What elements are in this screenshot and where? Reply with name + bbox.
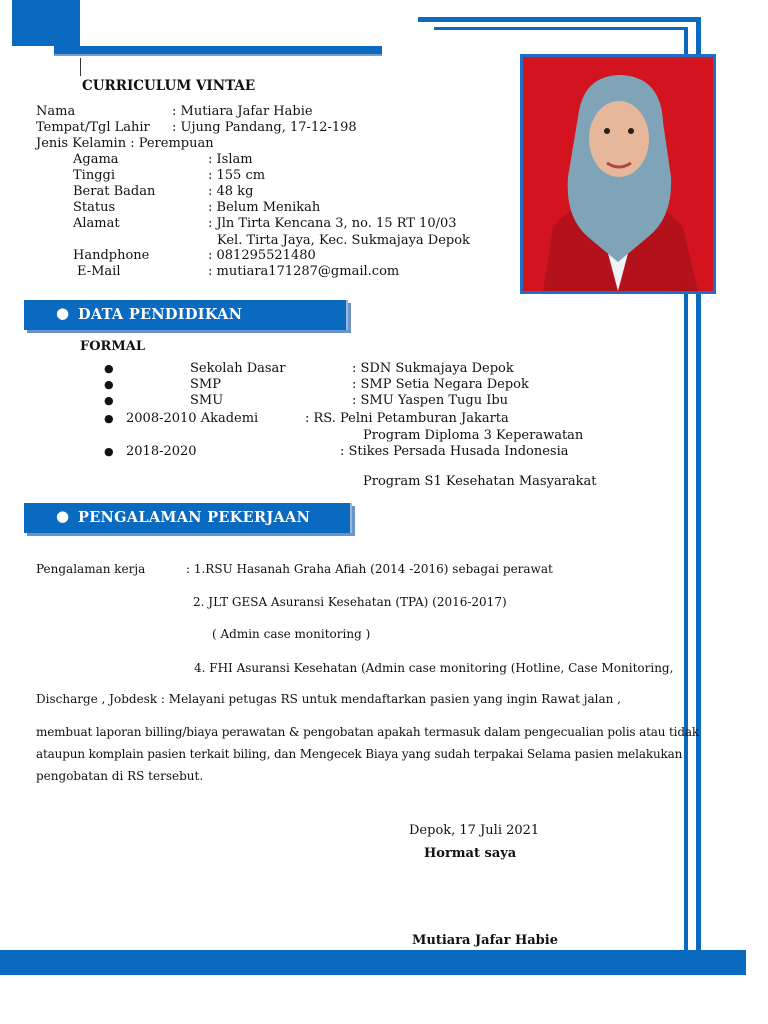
- field-label-nama: Nama: [36, 104, 76, 119]
- closing-text: Hormat saya: [424, 846, 517, 861]
- work-item-1: : 1.RSU Hasanah Graha Afiah (2014 -2016) sebagai perawat: [186, 562, 553, 576]
- formal-label: FORMAL: [80, 339, 145, 354]
- place-date: Depok, 17 Juli 2021: [409, 823, 540, 838]
- field-value-alamat: : Jln Tirta Kencana 3, no. 15 RT 10/03: [208, 216, 457, 231]
- work-label: Pengalaman kerja: [36, 562, 146, 576]
- edu-program: Program Diploma 3 Keperawatan: [363, 428, 584, 443]
- work-item-2: 2. JLT GESA Asuransi Kesehatan (TPA) (2016-2017): [193, 595, 507, 609]
- edu-program: Program S1 Kesehatan Masyarakat: [363, 474, 597, 489]
- page-title: CURRICULUM VINTAE: [82, 78, 256, 94]
- profile-photo: [520, 54, 716, 294]
- field-label-handphone: Handphone: [73, 248, 150, 263]
- field-label-berat: Berat Badan: [73, 184, 156, 199]
- edu-level: 2018-2020: [126, 444, 197, 459]
- edu-level: SMU: [190, 393, 224, 408]
- profile-photo-image: [523, 57, 713, 291]
- field-value-alamat-line2: Kel. Tirta Jaya, Kec. Sukmajaya Depok: [217, 233, 470, 248]
- edu-school: : SMP Setia Negara Depok: [352, 377, 529, 392]
- field-value-agama: : Islam: [208, 152, 253, 167]
- work-section-banner: [24, 503, 352, 533]
- bullet-icon: ●: [104, 412, 114, 425]
- education-heading: DATA PENDIDIKAN: [78, 306, 243, 323]
- bullet-icon: ●: [104, 445, 114, 458]
- banner-bullet-icon: ●: [56, 304, 70, 322]
- edu-school: : SDN Sukmajaya Depok: [352, 361, 514, 376]
- field-label-agama: Agama: [73, 152, 119, 167]
- edu-school: : Stikes Persada Husada Indonesia: [340, 444, 569, 459]
- banner-bullet-icon: ●: [56, 507, 70, 525]
- jobdesk-line-1: Discharge , Jobdesk : Melayani petugas RS untuk mendaftarkan pasien yang ingin Rawat jalan ,: [36, 692, 621, 706]
- field-value-handphone: : 081295521480: [208, 248, 316, 263]
- work-item-4: 4. FHI Asuransi Kesehatan (Admin case monitoring (Hotline, Case Monitoring,: [194, 661, 674, 675]
- edu-school: : SMU Yaspen Tugu Ibu: [352, 393, 509, 408]
- signature-name: Mutiara Jafar Habie: [412, 933, 558, 948]
- field-value-status: : Belum Menikah: [208, 200, 321, 215]
- field-label-alamat: Alamat: [73, 216, 120, 231]
- bullet-icon: ●: [104, 362, 114, 375]
- top-left-corner-block: [12, 0, 80, 46]
- field-value-nama: : Mutiara Jafar Habie: [172, 104, 313, 119]
- jobdesk-line-2: membuat laporan billing/biaya perawatan & pengobatan apakah termasuk dalam pengecualian polis atau tidak: [36, 725, 700, 739]
- top-right-line: [418, 17, 698, 22]
- jobdesk-line-3: ataupun komplain pasien terkait biling, dan Mengecek Biaya yang sudah terpakai Selama pasien melakukan: [36, 747, 683, 761]
- field-label-email: E-Mail: [77, 264, 121, 279]
- field-label-jenis-kelamin: Jenis Kelamin : Perempuan: [36, 136, 214, 151]
- field-label-status: Status: [73, 200, 116, 215]
- bullet-icon: ●: [104, 378, 114, 391]
- education-section-banner: [24, 300, 348, 330]
- edu-level: SMP: [190, 377, 221, 392]
- edu-level: Sekolah Dasar: [190, 361, 286, 376]
- work-item-2-note: ( Admin case monitoring ): [212, 627, 371, 641]
- field-value-tempat-lahir: : Ujung Pandang, 17-12-198: [172, 120, 357, 135]
- jobdesk-line-4: pengobatan di RS tersebut.: [36, 769, 204, 783]
- top-right-line-2: [434, 27, 684, 30]
- field-value-email: : mutiara171287@gmail.com: [208, 264, 400, 279]
- top-left-bar: [54, 46, 382, 56]
- title-marker: [80, 58, 81, 76]
- bottom-bar: [0, 950, 746, 975]
- field-value-tinggi: : 155 cm: [208, 168, 266, 183]
- work-heading: PENGALAMAN PEKERJAAN: [78, 509, 311, 526]
- field-value-berat: : 48 kg: [208, 184, 254, 199]
- field-label-tempat-lahir: Tempat/Tgl Lahir: [36, 120, 150, 135]
- edu-school: : RS. Pelni Petamburan Jakarta: [305, 411, 509, 426]
- field-label-tinggi: Tinggi: [73, 168, 116, 183]
- edu-level: 2008-2010 Akademi: [126, 411, 259, 426]
- bullet-icon: ●: [104, 394, 114, 407]
